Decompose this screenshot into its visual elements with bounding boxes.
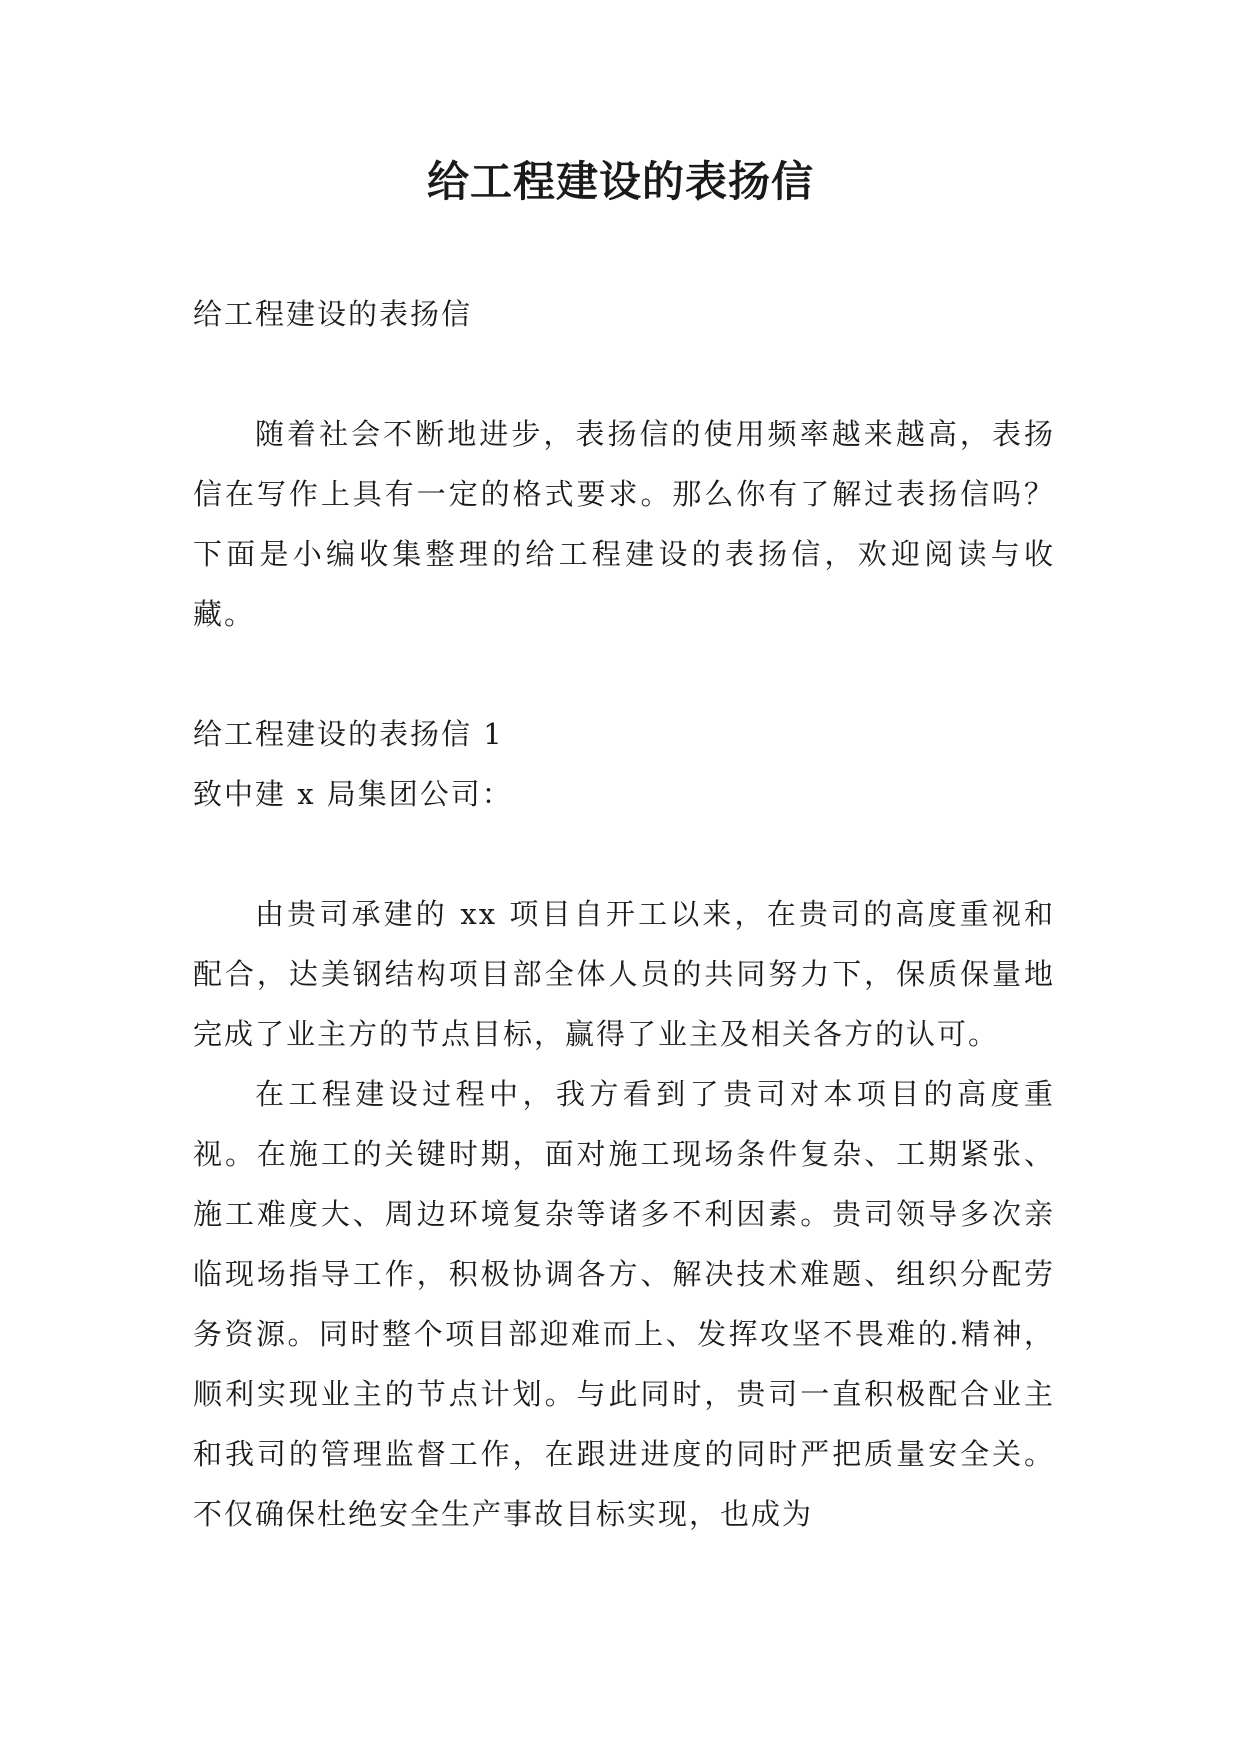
document-body: [193, 284, 1055, 1544]
section-heading: 给工程建设的表扬信 1: [193, 717, 504, 751]
body-paragraph-1: 由贵司承建的 xx 项目自开工以来，在贵司的高度重视和配合，达美钢结构项目部全体人员的共同努力下，保质保量地完成了业主方的节点目标，赢得了业主及相关各方的认可。: [193, 897, 1055, 1051]
intro-paragraph: 随着社会不断地进步，表扬信的使用频率越来越高，表扬信在写作上具有一定的格式要求。那么你有了解过表扬信吗？下面是小编收集整理的给工程建设的表扬信，欢迎阅读与收藏。: [193, 417, 1055, 631]
body-paragraph-2: 在工程建设过程中，我方看到了贵司对本项目的高度重视。在施工的关键时期，面对施工现场条件复杂、工期紧张、施工难度大、周边环境复杂等诸多不利因素。贵司领导多次亲临现场指导工作，积极协调各方、解决技术难题、组织分配劳务资源。同时整个项目部迎难而上、发挥攻坚不畏难的.精神，顺利实现业主的节点计划。与此同时，贵司一直积极配合业主和我司的管理监督工作，在跟进进度的同时严把质量安全关。不仅确保杜绝安全生产事故目标实现，也成为: [193, 1077, 1055, 1531]
spacer: [193, 644, 1055, 704]
page-title: 给工程建设的表扬信: [426, 157, 814, 206]
salutation: 致中建 x 局集团公司：: [193, 777, 513, 811]
document-subtitle: 给工程建设的表扬信: [193, 297, 473, 331]
spacer: [193, 344, 1055, 404]
spacer: [193, 824, 1055, 884]
